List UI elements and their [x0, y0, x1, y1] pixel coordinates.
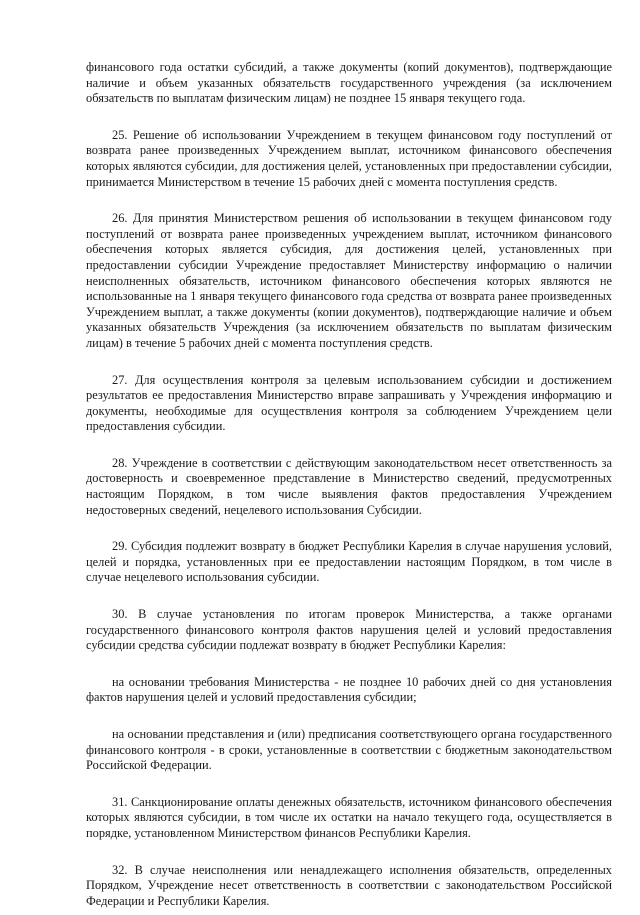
paragraph-30-item-1: на основании требования Министерства - не позднее 10 рабочих дней со дня установления фактов нарушения целей и условий предоставления субсидии;: [86, 674, 612, 705]
paragraph-30-item-2: на основании представления и (или) предписания соответствующего органа государственного финансового контроля - в сроки, установленные в соответствии с бюджетным законодательством Российской Федерации.: [86, 727, 612, 773]
paragraph-27: 27. Для осуществления контроля за целевым использованием субсидии и достижением результатов ее предоставления Министерство вправе запрашивать у Учреждения информацию и документы, необходимые для осуществления контроля за соблюдением Учреждением цели предоставления субсидии.: [86, 372, 612, 434]
paragraph-32: 32. В случае неисполнения или ненадлежащего исполнения обязательств, определенных Порядком, Учреждение несет ответственность в соответствии с законодательством Российской Федерации и Республики Карелия.: [86, 862, 612, 908]
paragraph-28: 28. Учреждение в соответствии с действующим законодательством несет ответственность за достоверность и своевременное представление в Министерство сведений, предусмотренных настоящим Порядком, в том числе выявления фактов предоставления Учреждением недостоверных сведений, нецелевого использования Субсидии.: [86, 455, 612, 517]
paragraph-29: 29. Субсидия подлежит возврату в бюджет Республики Карелия в случае нарушения условий, целей и порядка, установленных при ее предоставлении настоящим Порядком, в том числе в случае нецелевого использования субсидии.: [86, 539, 612, 585]
paragraph-26: 26. Для принятия Министерством решения об использовании в текущем финансовом году поступлений от возврата ранее произведенных учреждением выплат, источником финансового обеспечения которых является субсидия, для достижения целей, установленных при предоставлении субсидии Учреждение предоставляет Министерству информацию о наличии неисполненных обязательств, источником финансового обеспечения которых являются не использованные на 1 января текущего финансового года средства от возврата ранее произведенных Учреждением выплат, а также документы (копии документов), подтверждающие наличие и объем указанных обязательств Учреждения (за исключением обязательств по выплатам физическим лицам) в течение 5 рабочих дней с момента поступления средств.: [86, 211, 612, 350]
paragraph-31: 31. Санкционирование оплаты денежных обязательств, источником финансового обеспечения которых являются субсидии, в том числе их остатки на начало текущего года, осуществляется в порядке, установленном Министерством финансов Республики Карелия.: [86, 794, 612, 840]
paragraph-continuation: финансового года остатки субсидий, а также документы (копий документов), подтверждающие наличие и объем указанных обязательств государственного учреждения (за исключением обязательств по выплатам физическим лицам) не позднее 15 января текущего года.: [86, 60, 612, 106]
paragraph-25: 25. Решение об использовании Учреждением в текущем финансовом году поступлений от возврата ранее произведенных Учреждением выплат, источником финансового обеспечения которых являются субсидии, для достижения целей, установленных при предоставлении субсидии, принимается Министерством в течение 15 рабочих дней с момента поступления средств.: [86, 127, 612, 189]
paragraph-30: 30. В случае установления по итогам проверок Министерства, а также органами государственного финансового контроля фактов нарушения целей и условий предоставления субсидии средства субсидии подлежат возврату в бюджет Республики Карелия:: [86, 607, 612, 653]
